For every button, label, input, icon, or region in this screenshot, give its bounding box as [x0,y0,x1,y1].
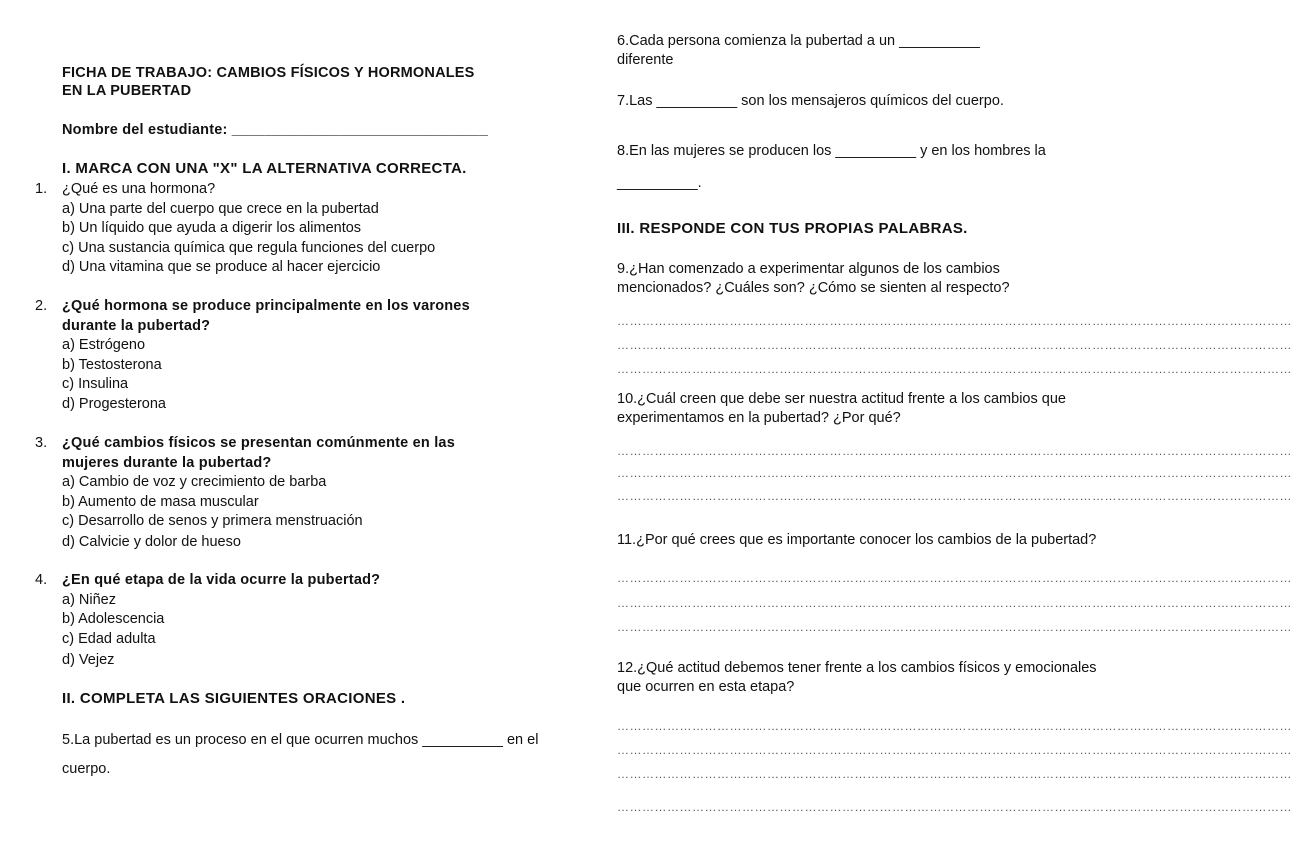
q12-answer-line-4: ……………………………………………………………………………………………………………………………………………… [617,800,1292,814]
q12-answer-line-1: ……………………………………………………………………………………………………………………………………………… [617,719,1292,733]
q9-line2: mencionados? ¿Cuáles son? ¿Cómo se sienten al respecto? [617,280,1010,296]
q12-line1: 12.¿Qué actitud debemos tener frente a los cambios físicos y emocionales [617,660,1097,676]
q12-answer-line-2: ……………………………………………………………………………………………………………………………………………… [617,743,1292,757]
q2-text-line2: durante la pubertad? [62,318,211,334]
q10-line1: 10.¿Cuál creen que debe ser nuestra actitud frente a los cambios que [617,391,1066,407]
q10-answer-line-1: ……………………………………………………………………………………………………………………………………………… [617,444,1292,458]
q3-option-c: c) Desarrollo de senos y primera menstruación [62,513,363,529]
q4-option-c: c) Edad adulta [62,631,156,647]
q11-answer-line-1: ……………………………………………………………………………………………………………………………………………… [617,571,1292,585]
worksheet-title-line1: FICHA DE TRABAJO: CAMBIOS FÍSICOS Y HORMONALES [62,65,475,81]
q12-answer-line-3: ……………………………………………………………………………………………………………………………………………… [617,767,1292,781]
q9-line1: 9.¿Han comenzado a experimentar algunos de los cambios [617,261,1000,277]
q1-option-b: b) Un líquido que ayuda a digerir los alimentos [62,220,362,236]
q6-line2: diferente [617,52,674,68]
q3-number: 3. [35,435,48,451]
q4-option-d: d) Vejez [62,652,115,668]
q1-option-c: c) Una sustancia química que regula funciones del cuerpo [62,240,436,256]
q8-line2: __________. [617,175,702,191]
q3-option-b: b) Aumento de masa muscular [62,494,259,510]
q1-option-d: d) Una vitamina que se produce al hacer ejercicio [62,259,381,275]
q3-option-a: a) Cambio de voz y crecimiento de barba [62,474,327,490]
q6-line1: 6.Cada persona comienza la pubertad a un __________ [617,33,980,49]
q2-option-d: d) Progesterona [62,396,166,412]
q5-line1: 5.La pubertad es un proceso en el que ocurren muchos __________ en el [62,732,539,748]
q2-number: 2. [35,298,48,314]
q10-line2: experimentamos en la pubertad? ¿Por qué? [617,410,901,426]
section2-heading: II. COMPLETA LAS SIGUIENTES ORACIONES . [62,690,406,707]
q11-text: 11.¿Por qué crees que es importante conocer los cambios de la pubertad? [617,532,1097,548]
student-name-label: Nombre del estudiante: _______________________________ [62,122,488,138]
q7-text: 7.Las __________ son los mensajeros químicos del cuerpo. [617,93,1004,109]
q2-option-c: c) Insulina [62,376,129,392]
q3-text-line2: mujeres durante la pubertad? [62,455,272,471]
q1-text: ¿Qué es una hormona? [62,181,216,197]
q8-line1: 8.En las mujeres se producen los __________ y en los hombres la [617,143,1046,159]
worksheet-title-line2: EN LA PUBERTAD [62,83,192,99]
q1-number: 1. [35,181,48,197]
q2-option-a: a) Estrógeno [62,337,146,353]
q3-text-line1: ¿Qué cambios físicos se presentan comúnmente en las [62,435,455,451]
q2-option-b: b) Testosterona [62,357,162,373]
q9-answer-line-3: ……………………………………………………………………………………………………………………………………………… [617,362,1292,376]
q1-option-a: a) Una parte del cuerpo que crece en la pubertad [62,201,379,217]
q4-option-b: b) Adolescencia [62,611,165,627]
q12-line2: que ocurren en esta etapa? [617,679,795,695]
q4-option-a: a) Niñez [62,592,116,608]
q9-answer-line-2: ……………………………………………………………………………………………………………………………………………… [617,338,1292,352]
q4-text: ¿En qué etapa de la vida ocurre la pubertad? [62,572,381,588]
q5-line2: cuerpo. [62,761,111,777]
q2-text-line1: ¿Qué hormona se produce principalmente en los varones [62,298,470,314]
q3-option-d: d) Calvicie y dolor de hueso [62,534,241,550]
q10-answer-line-3: ……………………………………………………………………………………………………………………………………………… [617,489,1292,503]
section3-heading: III. RESPONDE CON TUS PROPIAS PALABRAS. [617,220,968,237]
section1-heading: I. MARCA CON UNA "X" LA ALTERNATIVA CORRECTA. [62,160,467,177]
q9-answer-line-1: ……………………………………………………………………………………………………………………………………………… [617,314,1292,328]
q4-number: 4. [35,572,48,588]
q11-answer-line-2: ……………………………………………………………………………………………………………………………………………… [617,596,1292,610]
q11-answer-line-3: ……………………………………………………………………………………………………………………………………………… [617,620,1292,634]
q10-answer-line-2: ……………………………………………………………………………………………………………………………………………… [617,466,1292,480]
